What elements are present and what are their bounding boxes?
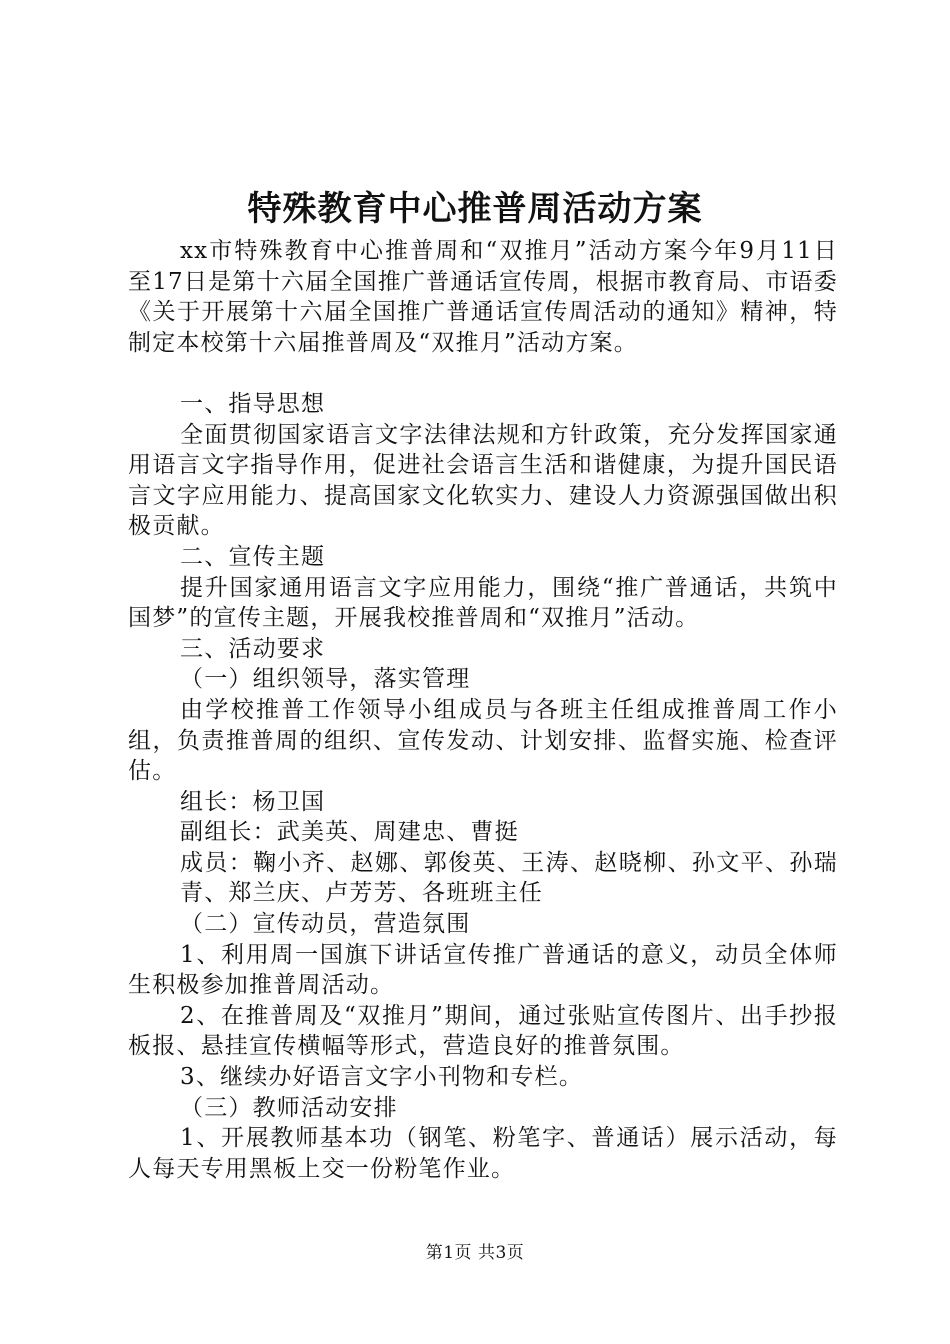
body-paragraph: 由学校推普工作领导小组成员与各班主任组成推普周工作小组，负责推普周的组织、宣传发动、计划安排、监督实施、检查评估。 <box>128 696 838 785</box>
subsection-heading: （一）组织领导，落实管理 <box>180 666 471 693</box>
section-heading: 一、指导思想 <box>180 390 326 417</box>
list-item: 1、利用周一国旗下讲话宣传推广普通话的意义，动员全体师生积极参加推普周活动。 <box>128 941 838 999</box>
section-heading: 二、宣传主题 <box>180 543 326 570</box>
body-paragraph: 提升国家通用语言文字应用能力，围绕“推广普通话，共筑中国梦”的宣传主题，开展我校推普周和“双推月”活动。 <box>128 574 838 632</box>
members-line: 成员：鞠小齐、赵娜、郭俊英、王涛、赵晓柳、孙文平、孙瑞青、郑兰庆、卢芳芳、各班班主任 <box>180 849 838 907</box>
subsection-heading: （三）教师活动安排 <box>180 1094 398 1121</box>
list-item: 3、继续办好语言文字小刊物和专栏。 <box>180 1064 584 1091</box>
section-heading: 三、活动要求 <box>180 635 326 662</box>
page-footer: 第1页 共3页 <box>425 1243 525 1263</box>
group-leader-line: 组长：杨卫国 <box>180 788 326 815</box>
subsection-heading: （二）宣传动员，营造氛围 <box>180 911 471 938</box>
body-paragraph: 全面贯彻国家语言文字法律法规和方针政策，充分发挥国家通用语言文字指导作用，促进社会语言生活和谐健康，为提升国民语言文字应用能力、提高国家文化软实力、建设人力资源强国做出积极贡献。 <box>128 421 838 540</box>
list-item: 1、开展教师基本功（钢笔、粉笔字、普通话）展示活动，每人每天专用黑板上交一份粉笔作业。 <box>128 1125 838 1182</box>
list-item: 2、在推普周及“双推月”期间，通过张贴宣传图片、出手抄报板报、悬挂宣传横幅等形式，营造良好的推普氛围。 <box>128 1002 838 1060</box>
deputy-leader-line: 副组长：武美英、周建忠、曹挺 <box>180 819 519 846</box>
intro-paragraph: xx市特殊教育中心推普周和“双推月”活动方案今年9月11日至17日是第十六届全国推广普通话宣传周，根据市教育局、市语委《关于开展第十六届全国推广普通话宣传周活动的通知》精神，特制定本校第十六届推普周及“双推月”活动方案。 <box>128 238 838 356</box>
document-body <box>128 236 838 1184</box>
document-title: 特殊教育中心推普周活动方案 <box>247 189 703 229</box>
blank-line <box>128 358 838 389</box>
